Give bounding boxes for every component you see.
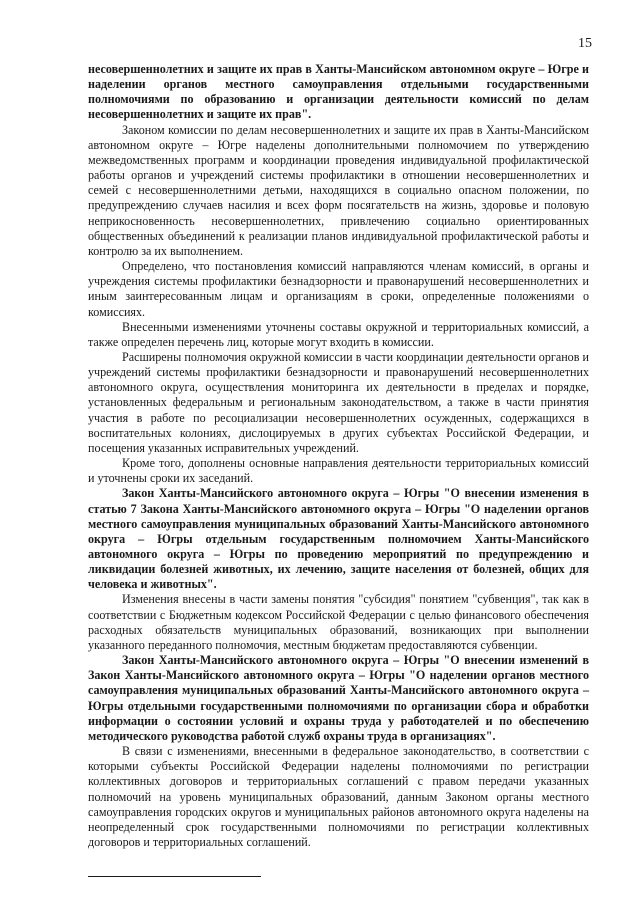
document-body bbox=[88, 62, 589, 850]
paragraph-commission-powers: Законом комиссии по делам несовершеннолетних и защите их прав в Ханты-Мансийском автономном округе – Югре наделены дополнительными полномочием по утверждению межведомственных программ и координации проведения индивидуальной профилактической работы органов и учреждений системы профилактики в отношении несовершеннолетних и семей с несовершеннолетними детьми, находящихся в социально опасном положении, по предупреждению случаев насилия и всех форм посягательств на жизнь, здоровье и половую неприкосновенность несовершеннолетних, привлечению социально ориентированных общественных объединений к реализации планов индивидуальной профилактической работы и контролю за их выполнением. bbox=[88, 122, 589, 258]
page-number: 15 bbox=[578, 36, 592, 51]
paragraph-law-title-labor-safety: Закон Ханты-Мансийского автономного округа – Югры "О внесении изменений в Закон Ханты-Мансийского автономного округа – Югры "О наделении органов местного самоуправления муниципальных образований Ханты-Мансийского автономного округа – Югры отдельными государственными полномочиями по организации сбора и обработки информации о состоянии условий и охраны труда у работодателей и по обеспечению методического руководства работой служб охраны труда в организациях". bbox=[88, 653, 589, 743]
footnote-divider bbox=[88, 876, 261, 877]
paragraph-district-commission-powers: Расширены полномочия окружной комиссии в части координации деятельности органов и учреждений системы профилактики безнадзорности и правонарушений несовершеннолетних автономного округа, осуществления мониторинга их деятельности в пределах и порядке, установленных федеральным и региональным законодательством, а также в части принятия участия в работе по ресоциализации несовершеннолетних осужденных, содержащихся в воспитательных колониях, дислоцируемых в других субъектах Российской Федерации, и посещения указанных исправительных учреждений. bbox=[88, 349, 589, 455]
paragraph-collective-agreements: В связи с изменениями, внесенными в федеральное законодательство, в соответствии с которыми субъекты Российской Федерации наделены полномочиями по регистрации коллективных договоров и территориальных соглашений с правом передачи указанных полномочий на уровень муниципальных образований, данным Законом органы местного самоуправления городских округов и муниципальных районов автономного округа наделены на неопределенный срок государственными полномочиями по регистрации коллективных договоров и территориальных соглашений. bbox=[88, 744, 589, 849]
paragraph-subvention-change: Изменения внесены в части замены понятия "субсидия" понятием "субвенция", так как в соответствии с Бюджетным кодексом Российской Федерации с целью финансового обеспечения расходных обязательств муниципальных образований, возникающих при выполнении указанного переданного полномочия, местным бюджетам предоставляются субвенции. bbox=[88, 592, 589, 652]
paragraph-commission-composition: Внесенными изменениями уточнены составы окружной и территориальных комиссий, а также определен перечень лиц, которые могут входить в комиссии. bbox=[88, 319, 589, 349]
paragraph-law-title-animal-diseases: Закон Ханты-Мансийского автономного округа – Югры "О внесении изменения в статью 7 Закона Ханты-Мансийского автономного округа – Югры "О наделении органов местного самоуправления муниципальных образований Ханты-Мансийского автономного округа – Югры отдельным государственным полномочием Ханты-Мансийского автономного округа – Югры по проведению мероприятий по предупреждению и ликвидации болезней животных, их лечению, защите населения от болезней, общих для человека и животных". bbox=[88, 486, 589, 592]
paragraph-commission-resolutions: Определено, что постановления комиссий направляются членам комиссий, в органы и учреждения системы профилактики безнадзорности и правонарушений несовершеннолетних и иным заинтересованным лицам и организациям в сроки, определенные положениями о комиссиях. bbox=[88, 259, 589, 319]
paragraph-territorial-commissions: Кроме того, дополнены основные направления деятельности территориальных комиссий и уточнены сроки их заседаний. bbox=[88, 456, 589, 486]
paragraph-law-title-continuation: несовершеннолетних и защите их прав в Ханты-Мансийском автономном округе – Югре и наделении органов местного самоуправления отдельными государственными полномочиями по образованию и организации деятельности комиссий по делам несовершеннолетних и защите их прав". bbox=[88, 62, 589, 122]
